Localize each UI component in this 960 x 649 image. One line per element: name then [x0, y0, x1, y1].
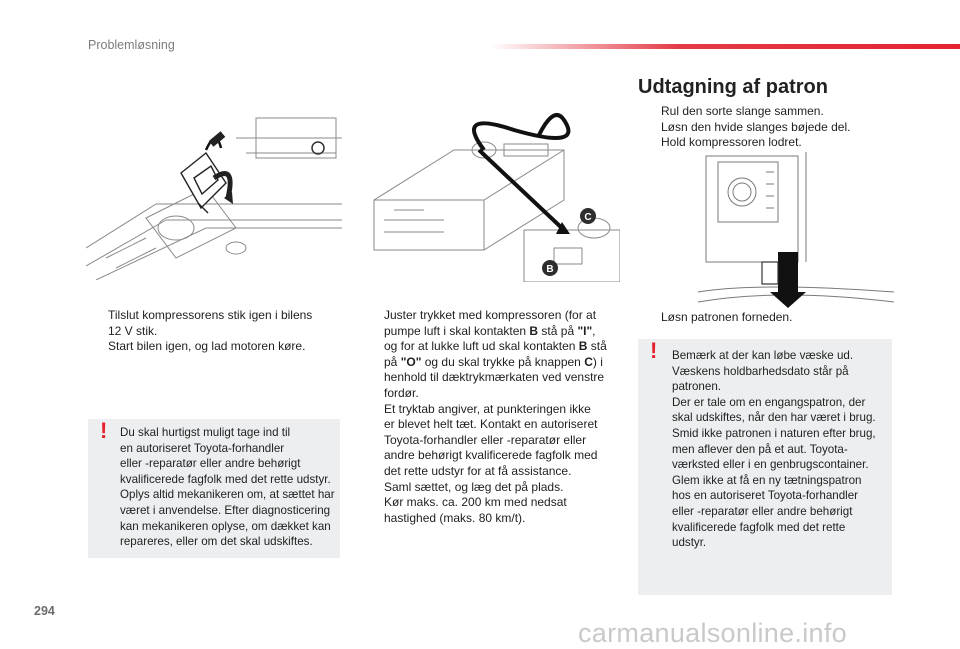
text-line: andre behørigt kvalificerede fagfolk med [384, 448, 598, 463]
text-line: Et tryktab angiver, at punkteringen ikke [384, 401, 591, 416]
text-line: pumpe luft i skal kontakten B stå på "I", [384, 323, 596, 338]
section-heading: Udtagning af patron [638, 76, 828, 98]
list-item [364, 480, 614, 496]
warning-line: en autoriseret Toyota-forhandler [120, 441, 285, 455]
warning-line: kvalificerede fagfolk med det rette [672, 520, 846, 534]
warning-line: Oplys altid mekanikeren om, at sættet har [120, 488, 335, 502]
warning-icon: ! [100, 418, 108, 443]
cartridge-warning-box [638, 339, 892, 595]
text-line: er blevet helt tæt. Kontakt en autoriseret [384, 417, 598, 432]
text-line: fordør. [384, 385, 419, 400]
list-item [364, 495, 614, 526]
text-line: på "O" og du skal trykke på knappen C) i [384, 354, 603, 369]
text-line: Toyota-forhandler eller -reparatør eller [384, 432, 587, 447]
header-accent-bar [490, 44, 960, 49]
text-line: Juster trykket med kompressoren (for at [384, 308, 597, 322]
emphasis: B [529, 323, 539, 338]
watermark-text: carmanualsonline.info [578, 618, 847, 648]
step-line: Tilslut kompressorens stik igen i bilens [108, 308, 313, 322]
section-title: Problemløsning [88, 38, 175, 52]
warning-icon: ! [650, 338, 658, 363]
list-item [364, 308, 614, 480]
page-number: 294 [34, 604, 55, 618]
illustration-remove-cartridge [638, 152, 894, 308]
warning-line: Væskens holdbarhedsdato står på [672, 364, 849, 378]
warning-line: Bemærk at der kan løbe væske ud. [672, 349, 854, 362]
right-steps-list [641, 104, 901, 151]
warning-line: kan mekanikeren oplyse, om dækket kan [120, 519, 331, 533]
emphasis: "O" [400, 354, 422, 369]
list-item: Rul den sorte slange sammen. [661, 104, 824, 118]
step-line: Saml sættet, og læg det på plads. [384, 479, 564, 494]
warning-text [672, 348, 886, 551]
warning-line: Glem ikke at få en ny tætningspatron [672, 473, 862, 487]
emphasis: "I" [577, 323, 593, 338]
warning-line: eller -reparatør eller andre behørigt [672, 504, 853, 518]
warning-line: Der er tale om en engangspatron, der [672, 395, 866, 409]
warning-line: værksted eller i en genbrugscontainer. [672, 458, 869, 472]
warning-line: eller -reparatør eller andre behørigt [120, 457, 301, 471]
middle-extra-steps [364, 480, 614, 527]
right-after-image-step [641, 310, 901, 326]
left-warning-box [88, 419, 340, 558]
warning-line: repareres, eller om det skal udskiftes. [120, 535, 313, 549]
warning-line: skal udskiftes, når den har været i brug. [672, 411, 876, 425]
warning-line: patronen. [672, 380, 721, 394]
step-line: Kør maks. ca. 200 km med nedsat [384, 495, 567, 510]
middle-instructions [364, 308, 614, 526]
warning-line: men aflever den på et aut. Toyota- [672, 442, 848, 456]
pressure-adjust-text [384, 308, 614, 480]
warning-text [120, 425, 338, 550]
left-steps-list [88, 308, 338, 355]
text-line: henhold til dæktrykmærkaten ved venstre [384, 370, 605, 385]
list-item [88, 308, 338, 339]
illustration-compressor-controls [364, 110, 620, 282]
warning-line: Smid ikke patronen i naturen efter brug, [672, 426, 876, 440]
step-line: 12 V stik. [108, 323, 158, 338]
warning-line: udstyr. [672, 536, 707, 550]
warning-line: hos en autoriseret Toyota-forhandler [672, 489, 859, 503]
step-line: Start bilen igen, og lad motoren køre. [108, 339, 306, 354]
warning-line: været i anvendelse. Efter diagnosticering [120, 503, 331, 517]
illustration-reconnect-plug [86, 108, 342, 280]
emphasis: B [578, 339, 588, 354]
list-item [88, 339, 338, 355]
callout-b-label: B [546, 264, 554, 275]
list-item: Hold kompressoren lodret. [661, 135, 802, 150]
callout-c-label: C [584, 212, 592, 223]
text-line: det rette udstyr for at få assistance. [384, 463, 572, 478]
list-item: Løsn den hvide slanges bøjede del. [661, 119, 851, 134]
warning-line: kvalificerede fagfolk med det rette udstyr. [120, 472, 331, 486]
text-line: og for at lukke luft ud skal kontakten B stå [384, 339, 607, 354]
list-item: Løsn patronen forneden. [661, 310, 793, 324]
warning-line: Du skal hurtigst muligt tage ind til [120, 426, 291, 439]
step-line: hastighed (maks. 80 km/t). [384, 510, 526, 525]
emphasis: C [584, 354, 593, 369]
